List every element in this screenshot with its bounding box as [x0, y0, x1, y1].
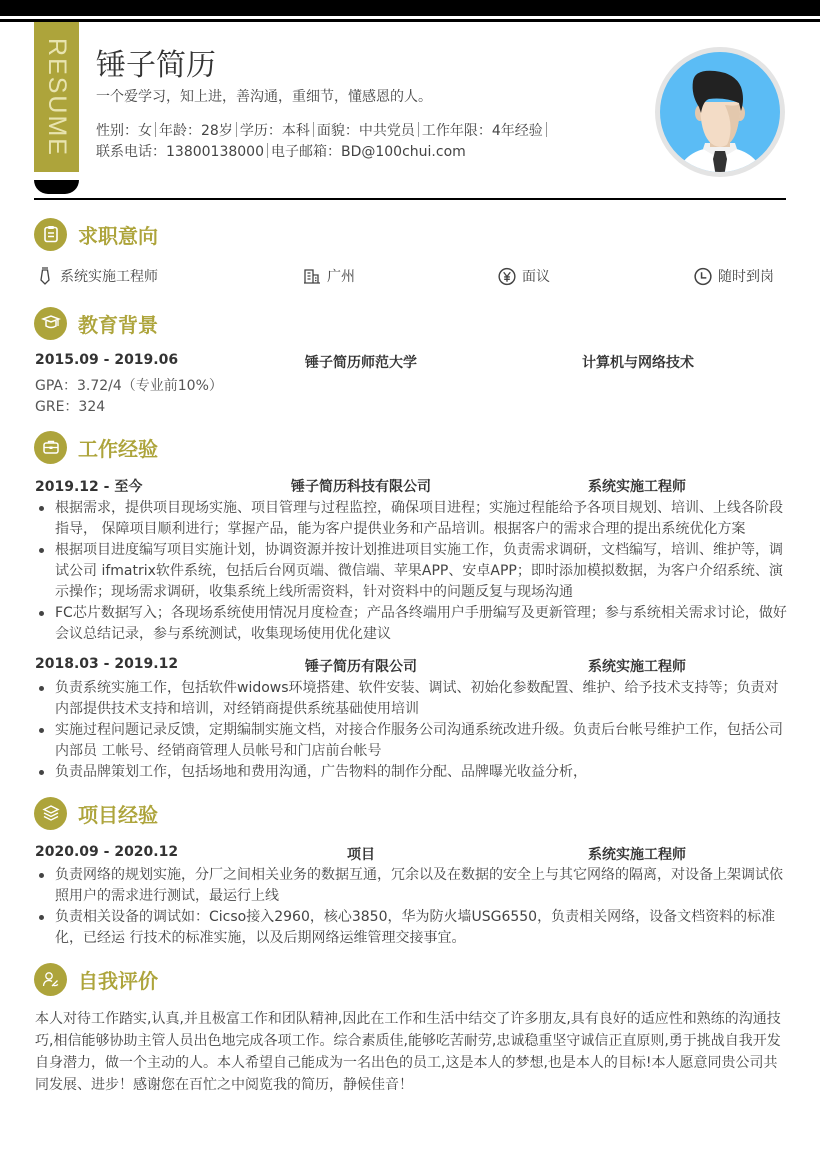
job-1-bullets: [35, 498, 787, 645]
education-gpa: GPA：3.72/4（专业前10%）: [35, 378, 223, 394]
list-item: 负责系统实施工作，包括软件widows环境搭建、软件安装、调试、初始化参数配置、维护、给予技术支持等；负责对内部提供技术支持和培训，对经销商提供系统基础使用培训: [35, 678, 787, 720]
resume-tab-label-wrap: [34, 22, 79, 172]
education-school: 锤子简历师范大学: [305, 355, 417, 371]
job-row-2: [35, 656, 795, 676]
info-political: 面貌：中共党员: [316, 123, 415, 139]
project-row-1: [35, 844, 795, 864]
top-bar-thin-line: [0, 19, 820, 22]
list-item: FC芯片数据写入；各现场系统使用情况月度检查；产品各终端用户手册编写及更新管理；参与系统相关需求讨论，做好会议总结记录，参与系统测试，收集现场使用优化建议: [35, 603, 787, 645]
avatar: [655, 47, 785, 177]
intent-city: [303, 266, 355, 286]
list-item: 根据项目进度编写项目实施计划，协调资源并按计划推进项目实施工作，负责需求调研，文档编写，培训、维护等，调试公司 ifmatrix软件系统，包括后台网页端、微信端、苹果APP、安卓APP；即时添加模拟数据，为客户介绍系统、演示操作；现场需求调研，收集系统上线所需资料，针对资料中的问题反复与现场沟通: [35, 540, 787, 603]
info-gender: 性别：女: [96, 123, 152, 139]
intent-salary: [498, 266, 550, 286]
graduation-cap-icon: [34, 307, 67, 340]
section-header-education: [34, 306, 158, 340]
project-period: 2020.09 - 2020.12: [35, 844, 179, 860]
job-row-1: [35, 476, 795, 496]
section-title-intent: 求职意向: [78, 223, 158, 248]
section-title-work: 工作经验: [78, 436, 158, 461]
layers-icon: [34, 797, 67, 830]
education-gre: GRE：324: [35, 399, 106, 415]
job-position: 系统实施工程师: [588, 479, 686, 495]
tie-icon: [36, 267, 54, 285]
intent-position-label: 系统实施工程师: [60, 269, 158, 285]
section-header-work: [34, 430, 158, 464]
section-title-self-eval: 自我评价: [78, 968, 158, 993]
clock-icon: [694, 267, 712, 285]
job-company: 锤子简历有限公司: [305, 659, 417, 675]
job-2-bullets: [35, 678, 787, 783]
job-company: 锤子简历科技有限公司: [291, 479, 431, 495]
job-period: 2019.12 - 至今: [35, 479, 143, 495]
self-evaluation-text: 本人对待工作踏实,认真,并且极富工作和团队精神,因此在工作和生活中结交了许多朋友,具有良好的适应性和熟练的沟通技巧,相信能够协助主管人员出色地完成各项工作。综合素质佳,能够吃苦耐劳,忠诚稳重坚守诚信正直原则,勇于挑战自我开发自身潜力，做一个主动的人。本人希望自己能成为一名出色的员工,这是本人的梦想,也是本人的目标!本人愿意同贵公司共同发展、进步！感谢您在百忙之中阅览我的简历，静候佳音！: [35, 1011, 781, 1093]
list-item: 负责品牌策划工作，包括场地和费用沟通，广告物料的制作分配、品牌曝光收益分析，: [35, 762, 787, 783]
header-divider: [34, 198, 786, 200]
personal-info-line-2: [96, 141, 466, 161]
list-item: 根据需求，提供项目现场实施、项目管理与过程监控，确保项目进程；实施过程能给予各项目规划、培训、上线各阶段指导， 保障项目顺利进行；掌握产品，能为客户提供业务和产品培训。根据客户的需求合理的提出系统优化方案: [35, 498, 787, 540]
list-item: 负责相关设备的调试如：Cicso接入2960，核心3850，华为防火墙USG6550，负责相关网络，设备文档资料的标准化，已经运 行技术的标准实施，以及后期网络运维管理交接事宜。: [35, 907, 787, 949]
intent-city-label: 广州: [327, 269, 355, 285]
briefcase-icon: [34, 431, 67, 464]
divider: [155, 122, 156, 137]
education-row: [35, 352, 795, 372]
section-header-intent: [34, 217, 158, 251]
clipboard-icon: [34, 218, 67, 251]
info-education: 学历：本科: [239, 123, 310, 139]
section-header-projects: [34, 796, 158, 830]
tagline: 一个爱学习，知上进，善沟通，重细节，懂感恩的人。: [96, 89, 432, 105]
personal-info-line-1: [96, 120, 550, 140]
intent-salary-label: 面议: [522, 269, 550, 285]
job-period: 2018.03 - 2019.12: [35, 656, 179, 672]
user-edit-icon: [34, 963, 67, 996]
candidate-name: 锤子简历: [96, 48, 216, 83]
avatar-illustration-icon: [655, 47, 785, 177]
info-experience: 工作年限：4年经验: [421, 123, 543, 139]
list-item: 实施过程问题记录反馈，定期编制实施文档，对接合作服务公司沟通系统改进升级。负责后台帐号维护工作，包括公司内部员 工帐号、经销商管理人员帐号和门店前台帐号: [35, 720, 787, 762]
top-bar: [0, 0, 820, 16]
list-item: 负责网络的规划实施，分厂之间相关业务的数据互通，冗余以及在数据的安全上与其它网络的隔离，对设备上架调试依照用户的需求进行测试，最运行上线: [35, 865, 787, 907]
project-1-bullets: [35, 865, 787, 949]
job-position: 系统实施工程师: [588, 659, 686, 675]
yen-icon: [498, 267, 516, 285]
divider: [313, 122, 314, 137]
resume-tab-cap: [34, 180, 79, 194]
divider: [418, 122, 419, 137]
intent-availability: [694, 266, 774, 286]
project-role: 系统实施工程师: [588, 847, 686, 863]
divider: [546, 122, 547, 137]
education-period: 2015.09 - 2019.06: [35, 352, 179, 368]
project-name: 项目: [347, 847, 375, 863]
info-phone: 联系电话：13800138000: [96, 144, 264, 160]
building-icon: [303, 267, 321, 285]
info-age: 年龄：28岁: [159, 123, 233, 139]
section-title-projects: 项目经验: [78, 802, 158, 827]
section-header-self-eval: [34, 962, 158, 996]
section-title-education: 教育背景: [78, 312, 158, 337]
info-email: 电子邮箱：BD@100chui.com: [270, 144, 466, 160]
resume-tab-label: RESUME: [43, 37, 71, 157]
divider: [267, 143, 268, 158]
intent-availability-label: 随时到岗: [718, 269, 774, 285]
education-major: 计算机与网络技术: [582, 355, 694, 371]
intent-position: [36, 266, 158, 286]
divider: [236, 122, 237, 137]
